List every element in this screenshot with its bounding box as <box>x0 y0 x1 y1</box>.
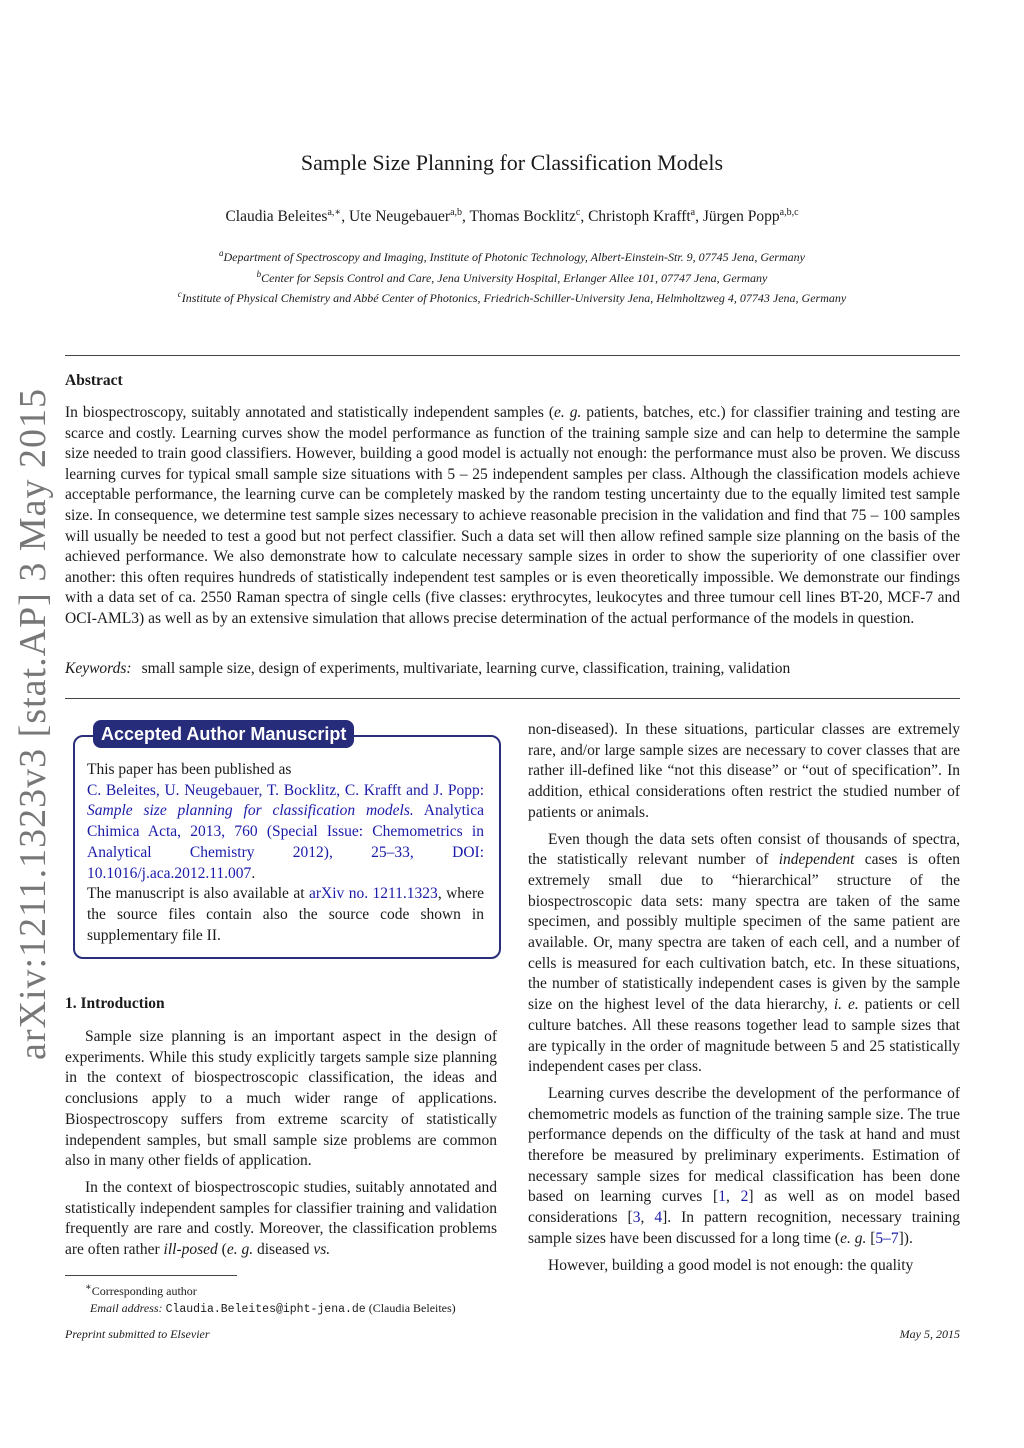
author-affil-mark: a,∗ <box>327 207 342 218</box>
body-text: Even though the data sets often consist of thousands of spectra, the statistically relevant number of <box>528 830 960 869</box>
email-address[interactable]: Claudia.Beleites@ipht-jena.de <box>165 1303 366 1316</box>
abstract-top-rule <box>65 355 960 356</box>
affiliation-mark: c <box>177 289 182 299</box>
author-name: Thomas Bocklitz <box>469 208 576 226</box>
author-name: Claudia Beleites <box>225 208 328 226</box>
footnote-corresponding <box>65 1279 497 1300</box>
section-heading-introduction: 1. Introduction <box>65 995 165 1012</box>
footnote-rule <box>65 1275 237 1276</box>
body-paragraph <box>528 830 960 1078</box>
email-label: Email address: <box>90 1301 163 1315</box>
author-affil-mark: c <box>575 207 581 218</box>
author-affil-mark: a,b,c <box>779 207 799 218</box>
paper-title: Sample Size Planning for Classification Models <box>300 150 724 175</box>
author-list: Claudia Beleites$^{a,∗}$, Ute Neugebauer$^{a,b}$, Thomas Bocklitz$^c$, Christoph Krafft$^a$, Jürgen Popp$^{a,b,c}$ <box>225 207 799 226</box>
citation-title-link[interactable]: Sample size planning for classification models. <box>87 802 414 820</box>
arxiv-identifier-stamp: arXiv:1211.1323v3 [stat.AP] 3 May 2015 <box>12 388 54 1060</box>
affiliation-mark: a <box>219 248 224 258</box>
availability-text: The manuscript is also available at <box>87 885 309 903</box>
body-text: Learning curves describe the development of the performance of chemometric models as function of the training sample size. The true performance depends on the difficulty of the task at hand and must therefore be measured by preliminary experiments. Estimation of necessary sample sizes for medical classification has been done based on learning curves [ <box>528 1084 960 1206</box>
body-emph: independent <box>778 851 855 869</box>
body-text: patients or cell culture batches. All these reasons together lead to sample sizes that are typically in the order of magnitude between 5 and 25 statistically independent cases per class. <box>528 996 961 1076</box>
reference-link[interactable]: 5–7 <box>875 1229 899 1247</box>
citation-authors-link[interactable]: C. Beleites, U. Neugebauer, T. Bocklitz, C. Krafft and J. Popp: <box>87 781 484 799</box>
body-emph: e. g. <box>840 1229 867 1247</box>
abstract-eg: e. g. <box>554 404 582 421</box>
author-name: Christoph Krafft <box>588 208 691 226</box>
affiliation-mark: b <box>256 268 262 279</box>
body-text: cases is often extremely small due to “hierarchical” structure of the biospectroscopic data sets: many spectra are taken of the same specimen, and possibly multiple specimen of the same patient are available. Or, many spectra are taken of each cell, and a number of cells is measured for each cultivation batch, etc. In these situations, the number of statistically independent cases is given by the sample size on the highest level of the data hierarchy, <box>528 851 960 1014</box>
footnote-mark: ∗ <box>85 1282 92 1293</box>
intro-text: diseased <box>253 1241 314 1259</box>
manuscript-notice-tag: Accepted Author Manuscript <box>93 720 354 748</box>
keywords-text: small sample size, design of experiments, multivariate, learning curve, classification, training, validation <box>141 660 791 677</box>
affiliation <box>0 266 1024 287</box>
author-name: Jürgen Popp <box>702 208 780 226</box>
intro-emph: vs. <box>313 1241 331 1259</box>
footnote-text: Corresponding author <box>91 1284 197 1298</box>
affiliation-text: Center for Sepsis Control and Care, Jena University Hospital, Erlanger Allee 101, 07747 Jena, Germany <box>261 270 768 285</box>
citation-journal-link[interactable]: Analytica Chimica Acta, 2013, 760 (Special Issue: Chemometrics in Analytical Chemistry 2012), 25–33, DOI: 10.1016/j.aca.2012.11.007 <box>87 802 485 882</box>
manuscript-notice-text <box>87 760 484 946</box>
body-paragraph: non-diseased). In these situations, particular classes are extremely rare, and/or large sample sizes are necessary to cover classes that are rather ill-defined like “not this disease” or “out of specification”. In addition, ethical considerations often restrict the studied number of patients or animals. <box>528 721 960 821</box>
affiliation-list <box>0 245 1024 307</box>
intro-text: ( <box>217 1241 227 1259</box>
body-text: ] as well as on model based considerations [ <box>528 1188 960 1227</box>
body-paragraph: However, building a good model is not enough: the quality <box>548 1256 914 1274</box>
abstract-text: patients, batches, etc.) for classifier training and testing are scarce and costly. Learning curves show the model performance as function of the training sample size and can help to determine the sample size needed to train good classifiers. However, building a good model is actually not enough: the performance must also be proven. We discuss learning curves for typical small sample size situations with 5 – 25 independent samples per class. Although the classification models achieve acceptable performance, the learning curve can be completely masked by the random testing uncertainty due to the equally limited test sample size. In consequence, we determine test sample sizes necessary to achieve reasonable precision in the validation and find that 75 – 100 samples will usually be needed to test a good but not perfect classifier. Such a data set will then allow refined sample size planning on the basis of the achieved performance. We also demonstrate how to calculate necessary sample sizes in order to show the superiority of one classifier over another: this often requires hundreds of statistically independent test samples or is even theoretically impossible. We demonstrate our findings with a data set of ca. 2550 Raman spectra of single cells (five classes: erythrocytes, leukocytes and three tumour cell lines BT-20, MCF-7 and OCI-AML3) as well as by an extensive simulation that allows precise determination of the actual performance of the models in question. <box>65 404 960 627</box>
body-emph: i. e. <box>833 996 859 1014</box>
reference-link[interactable]: 3 <box>632 1209 641 1227</box>
intro-paragraph <box>65 1178 497 1261</box>
abstract-text: In biospectroscopy, suitably annotated and statistically independent samples ( <box>65 404 555 421</box>
email-owner: (Claudia Beleites) <box>368 1301 456 1315</box>
body-text: ]). <box>898 1229 913 1247</box>
footer-date: May 5, 2015 <box>899 1327 960 1341</box>
reference-link[interactable]: 4 <box>654 1209 663 1227</box>
affiliation-text: Department of Spectroscopy and Imaging, Institute of Photonic Technology, Albert-Einstein-Str. 9, 07745 Jena, Germany <box>223 250 805 264</box>
footnote <box>65 1279 497 1318</box>
right-column <box>528 720 960 1282</box>
footer-preprint-note: Preprint submitted to Elsevier <box>65 1327 210 1341</box>
citation-period: . <box>251 864 256 882</box>
author-affil-mark: a <box>690 207 696 218</box>
affiliation <box>0 286 1024 307</box>
body-text: ]. In pattern recognition, necessary training sample sizes have been discussed for a long time ( <box>528 1209 961 1247</box>
manuscript-availability <box>87 884 484 946</box>
body-paragraph: Learning curves describe the development of the performance of chemometric models as function of the training sample size. The true performance depends on the difficulty of the task at hand and must therefore be measured by preliminary experiments. Estimation of necessary sample sizes for medical classification has been done based on learning curves [1, 2] as well as on model based considerations [3, 4]. In pattern recognition, necessary training sample sizes have been discussed for a long time (e. g. [5–7]). <box>528 1084 961 1247</box>
availability-text: , where the source files contain also the source code shown in supplementary file II. <box>87 885 484 944</box>
intro-paragraph: Sample size planning is an important aspect in the design of experiments. While this study explicitly targets sample size planning in the context of biospectroscopic classification, the ideas and conclusions apply to a much wider range of applications. Biospectroscopy suffers from extreme scarcity of statistically independent samples, but small sample size problems are common also in many other fields of application. <box>65 1028 497 1170</box>
abstract-body <box>65 403 960 630</box>
author-name: Ute Neugebauer <box>348 208 451 226</box>
footnote-email <box>65 1300 497 1318</box>
intro-emph: ill-posed <box>163 1241 218 1259</box>
reference-link[interactable]: 2 <box>740 1188 749 1206</box>
affiliation-text: Institute of Physical Chemistry and Abbé Center of Photonics, Friedrich-Schiller-University Jena, Helmholtzweg 4, 07743 Jena, Germany <box>181 291 847 305</box>
intro-emph: e. g. <box>226 1241 254 1259</box>
manuscript-notice-line: This paper has been published as <box>87 761 292 778</box>
keywords-label: Keywords: <box>65 660 132 677</box>
manuscript-citation <box>87 781 484 885</box>
keywords-line <box>65 660 960 678</box>
affiliation <box>0 245 1024 266</box>
abstract-heading: Abstract <box>65 372 123 389</box>
reference-link[interactable]: 1 <box>718 1188 726 1206</box>
author-affil-mark: a,b <box>450 207 463 218</box>
intro-text: In the context of biospectroscopic studies, suitably annotated and statistically independent samples for classifier training and validation frequently are rare and costly. Moreover, the classification problems are often rather <box>65 1178 497 1259</box>
introduction-body <box>65 1027 497 1267</box>
abstract-bottom-rule <box>65 698 960 699</box>
arxiv-link[interactable]: arXiv no. 1211.1323 <box>308 885 438 903</box>
